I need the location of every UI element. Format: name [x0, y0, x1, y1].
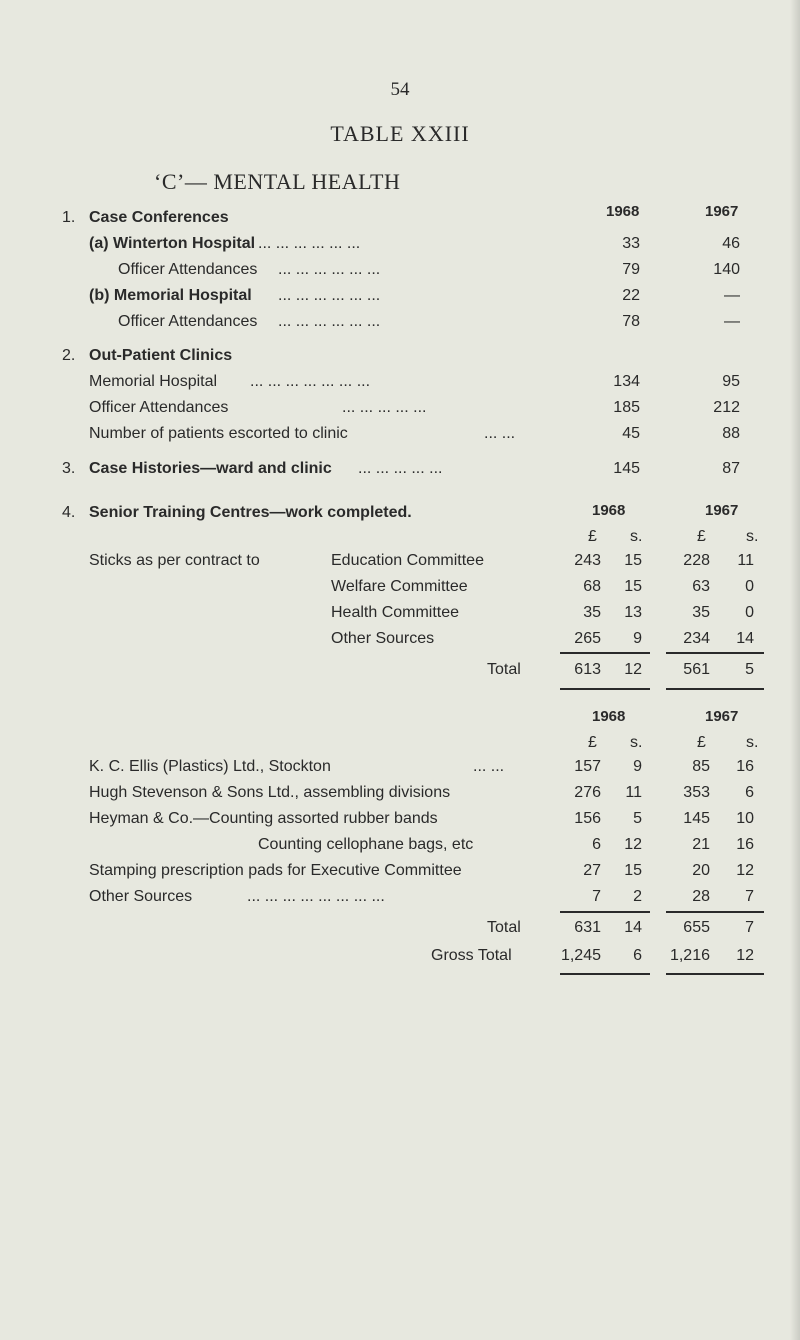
section-title: Case Conferences: [89, 209, 229, 226]
currency-shillings-header: s.: [746, 528, 759, 545]
shillings-1967: 7: [745, 888, 754, 905]
gross-pounds-1967: 1,216: [669, 947, 710, 964]
total-pounds-1967: 561: [683, 661, 710, 678]
row-label: Memorial Hospital: [89, 373, 218, 390]
pounds-1968: 276: [574, 784, 601, 801]
pounds-1967: 63: [692, 578, 710, 595]
value-1967: 46: [722, 235, 740, 252]
total-rule: [666, 688, 764, 690]
shillings-1967: 16: [736, 836, 754, 853]
year-header-1967: 1967: [705, 203, 739, 220]
gross-total-rule: [666, 973, 764, 975]
section-title: Senior Training Centres—work completed.: [89, 504, 412, 521]
shillings-1967: 16: [736, 758, 754, 775]
pounds-1968: 156: [574, 810, 601, 827]
gross-total-rule: [560, 973, 650, 975]
currency-pounds-header: £: [697, 528, 706, 545]
value-1968: 134: [613, 373, 640, 390]
row-label: Officer Attendances: [89, 399, 229, 416]
value-1968: 185: [613, 399, 640, 416]
value-1967: 88: [722, 425, 740, 442]
value-1968: 79: [622, 261, 640, 278]
leader-dots: ... ... ... ... ... ... ... ...: [247, 888, 385, 905]
gross-shillings-1968: 6: [633, 947, 642, 964]
currency-shillings-header: s.: [630, 528, 643, 545]
shillings-1967: 10: [736, 810, 754, 827]
value-1968: 145: [613, 460, 640, 477]
pounds-1967: 21: [692, 836, 710, 853]
section-number: 3.: [62, 460, 76, 477]
shillings-1967: 0: [745, 578, 754, 595]
page-number: 54: [390, 79, 410, 100]
total-rule: [560, 688, 650, 690]
total-shillings-1968: 12: [624, 661, 642, 678]
row-label: Counting cellophane bags, etc: [258, 836, 474, 853]
pounds-1968: 27: [583, 862, 601, 879]
leader-dots: ... ... ... ... ... ... ...: [250, 373, 371, 390]
value-1967: 212: [713, 399, 740, 416]
row-label: Number of patients escorted to clinic: [89, 425, 348, 442]
year-header-1968: 1968: [606, 203, 640, 220]
year-header-1967: 1967: [705, 502, 739, 519]
shillings-1968: 13: [624, 604, 642, 621]
total-shillings-1968: 14: [624, 919, 642, 936]
row-label: Officer Attendances: [118, 313, 258, 330]
shillings-1968: 9: [633, 758, 642, 775]
leader-dots: ... ... ... ... ... ...: [278, 261, 381, 278]
row-label: Officer Attendances: [118, 261, 258, 278]
currency-pounds-header: £: [697, 734, 706, 751]
value-1968: 33: [622, 235, 640, 252]
gross-shillings-1967: 12: [736, 947, 754, 964]
shillings-1967: 6: [745, 784, 754, 801]
value-1967: 95: [722, 373, 740, 390]
pounds-1967: 145: [683, 810, 710, 827]
row-label: Other Sources: [331, 630, 435, 647]
gross-total-label: Gross Total: [431, 947, 512, 964]
shillings-1967: 12: [736, 862, 754, 879]
sum-rule: [560, 652, 650, 654]
total-label: Total: [487, 661, 521, 678]
section-number: 4.: [62, 504, 76, 521]
currency-shillings-header: s.: [746, 734, 759, 751]
value-1968: 78: [622, 313, 640, 330]
section-number: 1.: [62, 209, 76, 226]
row-lead-text: Sticks as per contract to: [89, 552, 260, 569]
table-title: TABLE XXIII: [330, 121, 470, 146]
sum-rule: [666, 652, 764, 654]
year-header-1967: 1967: [705, 708, 739, 725]
leader-dots: ... ...: [473, 758, 505, 775]
leader-dots: ... ... ... ... ... ...: [278, 287, 381, 304]
row-label: Hugh Stevenson & Sons Ltd., assembling divisions: [89, 784, 451, 801]
sum-rule: [560, 911, 650, 913]
value-1968: 22: [622, 287, 640, 304]
shillings-1967: 11: [737, 552, 754, 569]
pounds-1968: 68: [583, 578, 601, 595]
value-1967: —: [724, 313, 740, 330]
pounds-1967: 20: [692, 862, 710, 879]
row-label: Health Committee: [331, 604, 460, 621]
value-1968: 45: [622, 425, 640, 442]
shillings-1967: 0: [745, 604, 754, 621]
pounds-1968: 35: [583, 604, 601, 621]
currency-pounds-header: £: [588, 528, 597, 545]
row-label: Welfare Committee: [331, 578, 468, 595]
shillings-1968: 5: [633, 810, 642, 827]
total-shillings-1967: 5: [745, 661, 754, 678]
sum-rule: [666, 911, 764, 913]
total-pounds-1968: 613: [574, 661, 601, 678]
leader-dots: ... ... ... ... ...: [342, 399, 427, 416]
section-title: Out-Patient Clinics: [89, 347, 233, 364]
pounds-1968: 157: [574, 758, 601, 775]
shillings-1968: 12: [624, 836, 642, 853]
row-label: (a) Winterton Hospital: [89, 235, 256, 252]
shillings-1968: 2: [633, 888, 642, 905]
gross-pounds-1968: 1,245: [560, 947, 601, 964]
section-subtitle: ‘C’— MENTAL HEALTH: [154, 169, 401, 194]
row-label: Stamping prescription pads for Executive Committee: [89, 862, 462, 879]
row-label: Education Committee: [331, 552, 484, 569]
pounds-1967: 35: [692, 604, 710, 621]
shillings-1968: 15: [624, 552, 642, 569]
leader-dots: ... ... ... ... ... ...: [258, 235, 361, 252]
pounds-1968: 243: [574, 552, 601, 569]
row-label: Other Sources: [89, 888, 193, 905]
value-1967: —: [724, 287, 740, 304]
pounds-1968: 6: [592, 836, 601, 853]
pounds-1968: 265: [574, 630, 601, 647]
row-label: Heyman & Co.—Counting assorted rubber bands: [89, 810, 438, 827]
currency-shillings-header: s.: [630, 734, 643, 751]
pounds-1968: 7: [592, 888, 601, 905]
value-1967: 140: [713, 261, 740, 278]
shillings-1968: 11: [625, 784, 642, 801]
pounds-1967: 234: [683, 630, 710, 647]
value-1967: 87: [722, 460, 740, 477]
section-title: Case Histories—ward and clinic: [89, 460, 332, 477]
row-label: K. C. Ellis (Plastics) Ltd., Stockton: [89, 758, 331, 775]
page-edge-shadow: [790, 0, 800, 1340]
pounds-1967: 353: [683, 784, 710, 801]
pounds-1967: 228: [683, 552, 710, 569]
shillings-1968: 15: [624, 862, 642, 879]
currency-pounds-header: £: [588, 734, 597, 751]
total-pounds-1967: 655: [683, 919, 710, 936]
pounds-1967: 28: [692, 888, 710, 905]
section-number: 2.: [62, 347, 76, 364]
leader-dots: ... ... ... ... ... ...: [278, 313, 381, 330]
row-label: (b) Memorial Hospital: [89, 287, 252, 304]
shillings-1968: 15: [624, 578, 642, 595]
pounds-1967: 85: [692, 758, 710, 775]
shillings-1968: 9: [633, 630, 642, 647]
total-label: Total: [487, 919, 521, 936]
leader-dots: ... ... ... ... ...: [358, 460, 443, 477]
total-shillings-1967: 7: [745, 919, 754, 936]
shillings-1967: 14: [736, 630, 754, 647]
year-header-1968: 1968: [592, 502, 626, 519]
leader-dots: ... ...: [484, 425, 516, 442]
total-pounds-1968: 631: [574, 919, 601, 936]
year-header-1968: 1968: [592, 708, 626, 725]
